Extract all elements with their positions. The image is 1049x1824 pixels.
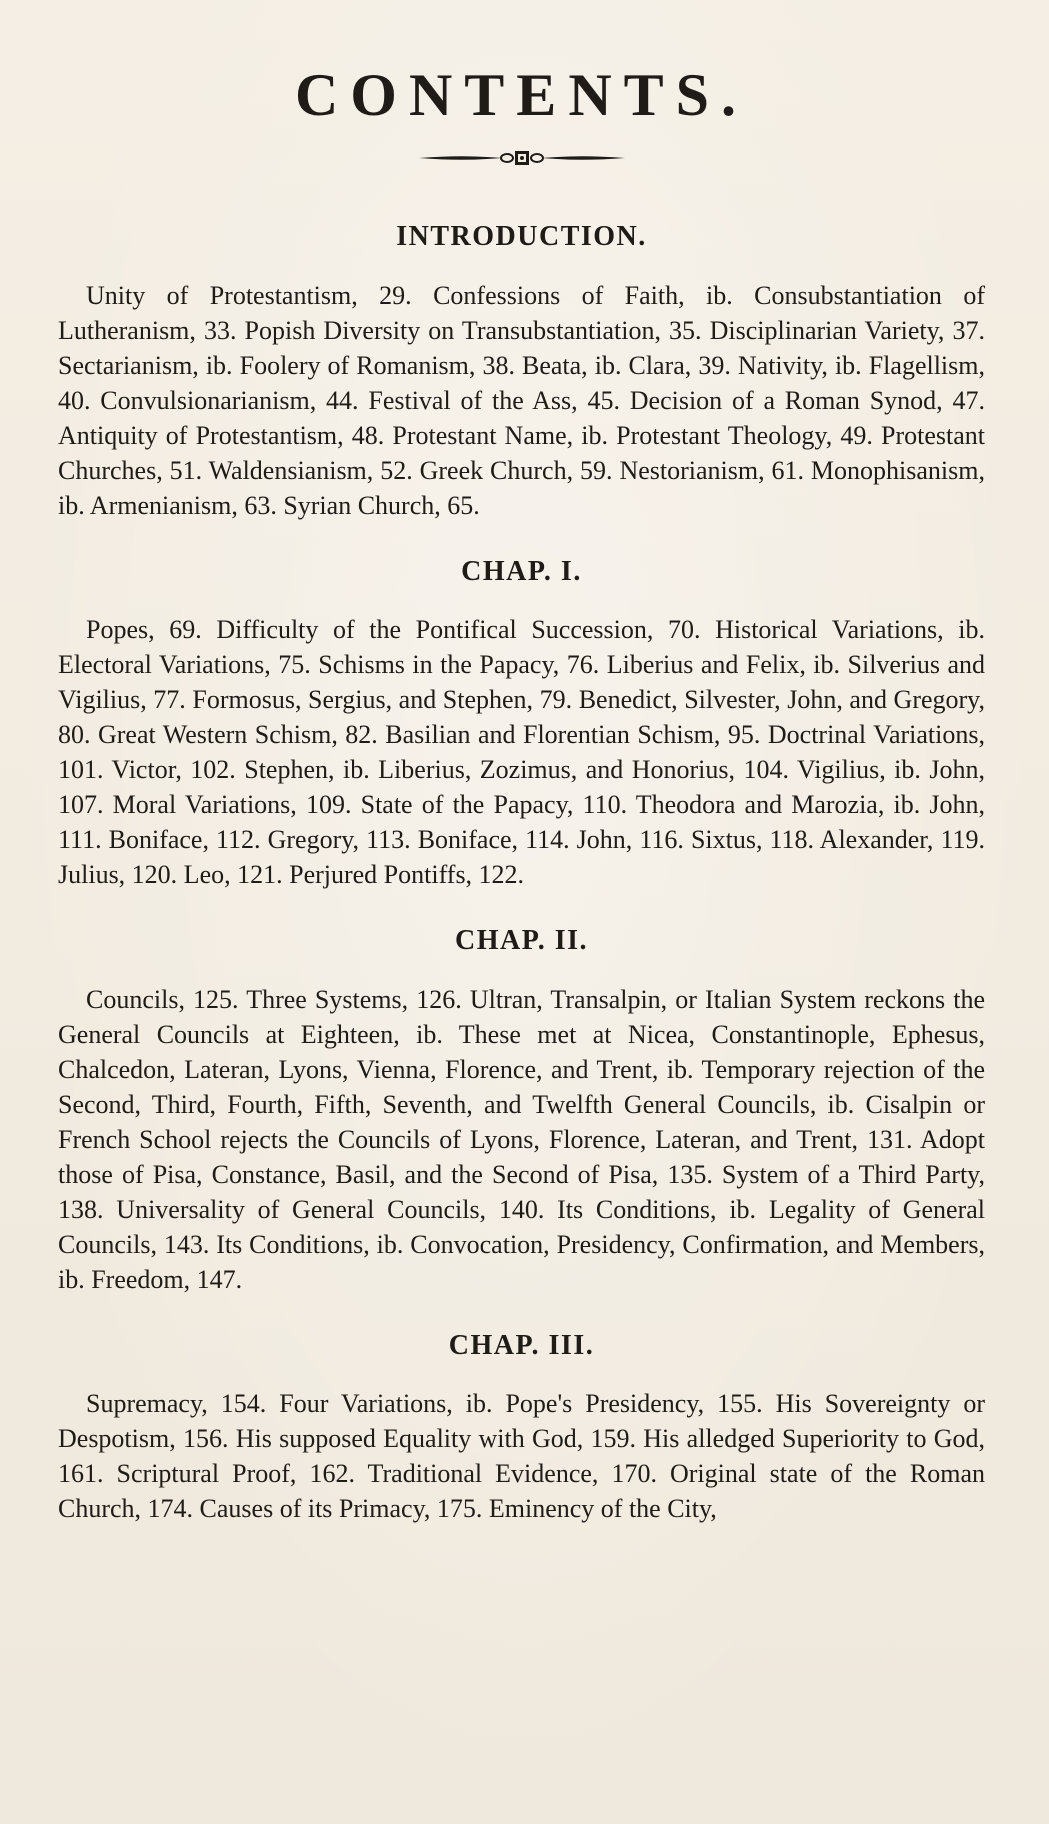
chapter-3-section bbox=[58, 1329, 985, 1527]
section-entries: Supremacy, 154. Four Variations, ib. Pope's Presidency, 155. His Sovereignty or Despotism, 156. His supposed Equality with God, 159. His alledged Superiority to God, 161. Scriptural Proof, 162. Traditional Evidence, 170. Original state of the Roman Church, 174. Causes of its Primacy, 175. Eminency of the City, bbox=[58, 1389, 985, 1524]
section-heading: CHAP. III. bbox=[448, 1329, 595, 1361]
chapter-2-section bbox=[58, 924, 985, 1297]
page-title: CONTENTS. bbox=[294, 62, 749, 128]
ornament-divider-icon bbox=[417, 146, 627, 170]
chapter-1-section bbox=[58, 555, 985, 893]
section-entries: Councils, 125. Three Systems, 126. Ultran, Transalpin, or Italian System reckons the General Councils at Eighteen, ib. These met at Nicea, Constantinople, Ephesus, Chalcedon, Lateran, Lyons, Vienna, Florence, and Trent, ib. Temporary rejection of the Second, Third, Fourth, Fifth, Seventh, and Twelfth General Councils, ib. Cisalpin or French School rejects the Councils of Lyons, Florence, Lateran, and Trent, 131. Adopt those of Pisa, Constance, Basil, and the Second of Pisa, 135. System of a Third Party, 138. Universality of General Councils, 140. Its Conditions, ib. Legality of General Councils, 143. Its Conditions, ib. Convocation, Presidency, Confirmation, and Members, ib. Freedom, 147. bbox=[58, 984, 985, 1294]
section-heading: CHAP. II. bbox=[454, 925, 589, 957]
section-entries: Unity of Protestantism, 29. Confessions of Faith, ib. Consubstantiation of Lutheranism, 33. Popish Diversity on Transubstantiation, 35. Disciplinarian Variety, 37. Sectarianism, ib. Foolery of Romanism, 38. Beata, ib. Clara, 39. Nativity, ib. Flagellism, 40. Convulsionarianism, 44. Festival of the Ass, 45. Decision of a Roman Synod, 47. Antiquity of Protestantism, 48. Protestant Name, ib. Protestant Theology, 49. Protestant Churches, 51. Waldensianism, 52. Greek Church, 59. Nestorianism, 61. Monophisanism, ib. Armenianism, 63. Syrian Church, 65. bbox=[58, 280, 985, 520]
section-heading: INTRODUCTION. bbox=[396, 221, 647, 252]
section-heading: CHAP. I. bbox=[461, 555, 582, 587]
introduction-section bbox=[58, 220, 985, 523]
section-entries: Popes, 69. Difficulty of the Pontifical Succession, 70. Historical Variations, ib. Electoral Variations, 75. Schisms in the Papacy, 76. Liberius and Felix, ib. Silverius and Vigilius, 77. Formosus, Sergius, and Stephen, 79. Benedict, Silvester, John, and Gregory, 80. Great Western Schism, 82. Basilian and Florentian Schism, 95. Doctrinal Variations, 101. Victor, 102. Stephen, ib. Liberius, Zozimus, and Honorius, 104. Vigilius, ib. John, 107. Moral Variations, 109. State of the Papacy, 110. Theodora and Marozia, ib. John, 111. Boniface, 112. Gregory, 113. Boniface, 114. John, 116. Sixtus, 118. Alexander, 119. Julius, 120. Leo, 121. Perjured Pontiffs, 122. bbox=[58, 615, 985, 890]
